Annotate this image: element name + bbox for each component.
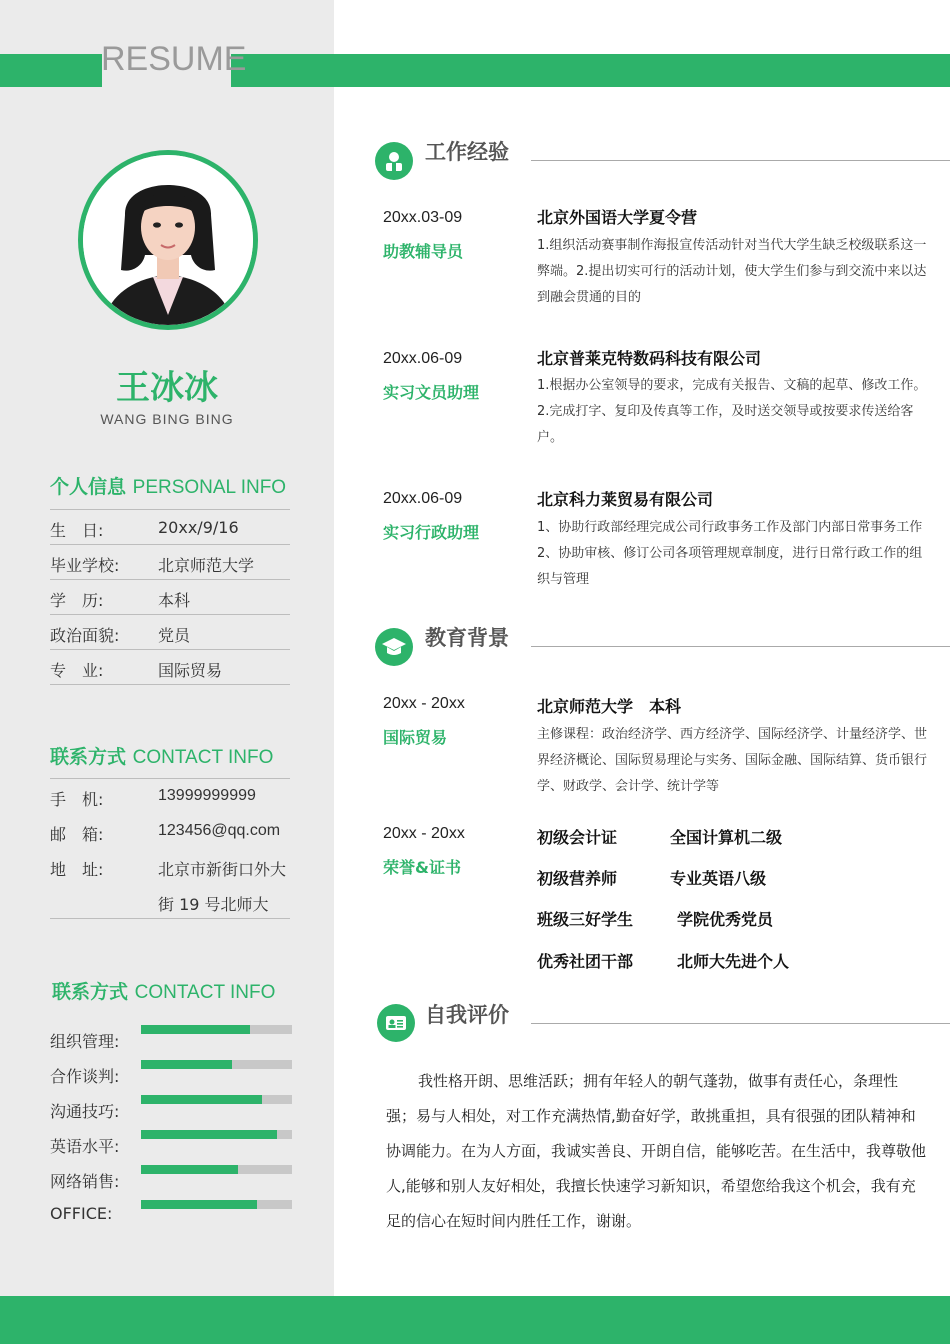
education-major: 国际贸易 bbox=[383, 728, 448, 747]
work-date: 20xx.06-09 bbox=[383, 350, 463, 367]
honor-item: 全国计算机二级 bbox=[670, 828, 783, 847]
education-section-line bbox=[531, 646, 950, 647]
honor-item: 初级营养师 bbox=[537, 869, 618, 888]
skill-label: 网络销售: bbox=[50, 1172, 120, 1191]
id-card-icon bbox=[377, 1004, 415, 1042]
work-date: 20xx.06-09 bbox=[383, 490, 463, 507]
self-eval-section-line bbox=[531, 1023, 950, 1024]
work-date: 20xx.03-09 bbox=[383, 209, 463, 226]
personal-info-row bbox=[50, 650, 290, 685]
honors-title: 荣誉&证书 bbox=[383, 858, 461, 877]
honor-item: 班级三好学生 bbox=[537, 910, 634, 929]
info-label: 生 日: bbox=[50, 521, 104, 540]
info-value: 本科 bbox=[158, 591, 191, 610]
contact-info-title-cn: 联系方式 bbox=[50, 746, 127, 768]
skill-bar-fill bbox=[141, 1095, 262, 1104]
user-icon bbox=[375, 142, 413, 180]
info-label: 邮 箱: bbox=[50, 825, 104, 844]
work-desc: 1.组织活动赛事制作海报宣传活动针对当代大学生缺乏校级联系这一弊端。2.提出切实可行的活动计划，使大学生们参与到交流中来以达到融会贯通的目的 bbox=[537, 238, 927, 305]
header-bar-right bbox=[231, 54, 950, 87]
personal-info-row bbox=[50, 615, 290, 650]
work-org: 北京外国语大学夏令营 bbox=[537, 208, 698, 227]
skill-bar bbox=[141, 1025, 292, 1034]
personal-info-row bbox=[50, 510, 290, 545]
skill-label: 沟通技巧: bbox=[50, 1102, 120, 1121]
skill-bar bbox=[141, 1165, 292, 1174]
address-value: 北京市新街口外大 bbox=[158, 860, 287, 879]
personal-info-title bbox=[50, 472, 286, 499]
skills-title-en: CONTACT INFO bbox=[134, 982, 276, 1003]
email-value: 123456@qq.com bbox=[158, 822, 281, 839]
work-section-title: 工作经验 bbox=[425, 140, 509, 164]
work-role: 实习文员助理 bbox=[383, 383, 480, 402]
skill-bar bbox=[141, 1060, 292, 1069]
skill-label: 英语水平: bbox=[50, 1137, 120, 1156]
honor-item: 优秀社团干部 bbox=[537, 952, 634, 971]
self-eval-text: 我性格开朗、思维活跃；拥有年轻人的朝气蓬勃，做事有责任心，条理性强；易与人相处，对工作充满热情,勤奋好学，敢挑重担，具有很强的团队精神和协调能力。在为人方面，我诚实善良、开朗自信，能够吃苦。在生活中，我尊敬他人,能够和别人友好相处，我擅长快速学习新知识，希望您给我这个机会，我有充足的信心在短时间内胜任工作，谢谢。 bbox=[386, 1072, 927, 1230]
info-value: 北京师范大学 bbox=[158, 556, 255, 575]
footer-bar bbox=[0, 1296, 950, 1344]
honor-item: 北师大先进个人 bbox=[677, 952, 790, 971]
work-desc: 1.根据办公室领导的要求，完成有关报告、文稿的起草、修改工作。2.完成打字、复印及传真等工作，及时送交领导或按要求传送给客户。 bbox=[537, 378, 927, 445]
education-date: 20xx - 20xx bbox=[383, 695, 465, 712]
phone-value: 13999999999 bbox=[158, 787, 256, 804]
contact-row-address bbox=[50, 849, 290, 884]
work-section-line bbox=[531, 160, 950, 161]
work-desc: 1、协助行政部经理完成公司行政事务工作及部门内部日常事务工作 2、协助审核、修订公司各项管理规章制度，进行日常行政工作的组织与管理 bbox=[537, 520, 923, 587]
info-label: 手 机: bbox=[50, 790, 104, 809]
skill-bar-fill bbox=[141, 1130, 277, 1139]
name-en: WANG BING BING bbox=[100, 411, 234, 427]
skill-label: OFFICE: bbox=[50, 1204, 113, 1223]
skills-title-cn: 联系方式 bbox=[52, 981, 129, 1003]
contact-row-address-cont bbox=[50, 884, 290, 919]
education-school: 北京师范大学 本科 bbox=[537, 697, 682, 716]
info-label: 政治面貌: bbox=[50, 626, 120, 645]
info-label: 毕业学校: bbox=[50, 556, 120, 575]
contact-row-phone bbox=[50, 779, 290, 814]
personal-info-title-cn: 个人信息 bbox=[50, 476, 127, 498]
skill-bar-fill bbox=[141, 1025, 250, 1034]
skill-label: 组织管理: bbox=[50, 1032, 120, 1051]
self-eval-section-title: 自我评价 bbox=[425, 1003, 509, 1027]
skill-bar-fill bbox=[141, 1200, 257, 1209]
skill-bar-fill bbox=[141, 1060, 232, 1069]
profile-photo-illustration bbox=[83, 155, 253, 325]
graduation-cap-icon bbox=[375, 628, 413, 666]
address-value-line2: 街 19 号北师大 bbox=[158, 895, 269, 914]
education-courses: 主修课程：政治经济学、西方经济学、国际经济学、计量经济学、世界经济概论、国际贸易理论与实务、国际金融、国际结算、货币银行学、财政学、会计学、统计学等 bbox=[537, 727, 928, 794]
honor-item: 专业英语八级 bbox=[670, 869, 767, 888]
skill-bar bbox=[141, 1130, 292, 1139]
honors-date: 20xx - 20xx bbox=[383, 825, 465, 842]
honor-item: 初级会计证 bbox=[537, 828, 618, 847]
personal-info-row bbox=[50, 545, 290, 580]
contact-info-title-en: CONTACT INFO bbox=[132, 747, 274, 768]
name-cn: 王冰冰 bbox=[116, 368, 218, 408]
info-label: 学 历: bbox=[50, 591, 104, 610]
info-value: 党员 bbox=[158, 626, 191, 645]
skill-bar-fill bbox=[141, 1165, 238, 1174]
work-role: 实习行政助理 bbox=[383, 523, 480, 542]
skills-title bbox=[52, 977, 275, 1004]
resume-heading: RESUME bbox=[101, 40, 247, 78]
work-org: 北京科力莱贸易有限公司 bbox=[537, 490, 714, 509]
info-value: 国际贸易 bbox=[158, 661, 223, 680]
education-section-title: 教育背景 bbox=[425, 626, 509, 650]
work-org: 北京普莱克特数码科技有限公司 bbox=[537, 349, 762, 368]
info-value: 20xx/9/16 bbox=[158, 518, 239, 537]
skill-bar bbox=[141, 1095, 292, 1104]
personal-info-title-en: PERSONAL INFO bbox=[132, 477, 287, 498]
header-bar-left bbox=[0, 54, 102, 87]
personal-info-row bbox=[50, 580, 290, 615]
profile-photo bbox=[78, 150, 258, 330]
honor-item: 学院优秀党员 bbox=[677, 910, 774, 929]
contact-info-title bbox=[50, 742, 273, 769]
skill-bar bbox=[141, 1200, 292, 1209]
skill-label: 合作谈判: bbox=[50, 1067, 120, 1086]
contact-row-email bbox=[50, 814, 290, 849]
work-role: 助教辅导员 bbox=[383, 242, 464, 261]
info-label: 专 业: bbox=[50, 661, 104, 680]
info-label: 地 址: bbox=[50, 860, 104, 879]
